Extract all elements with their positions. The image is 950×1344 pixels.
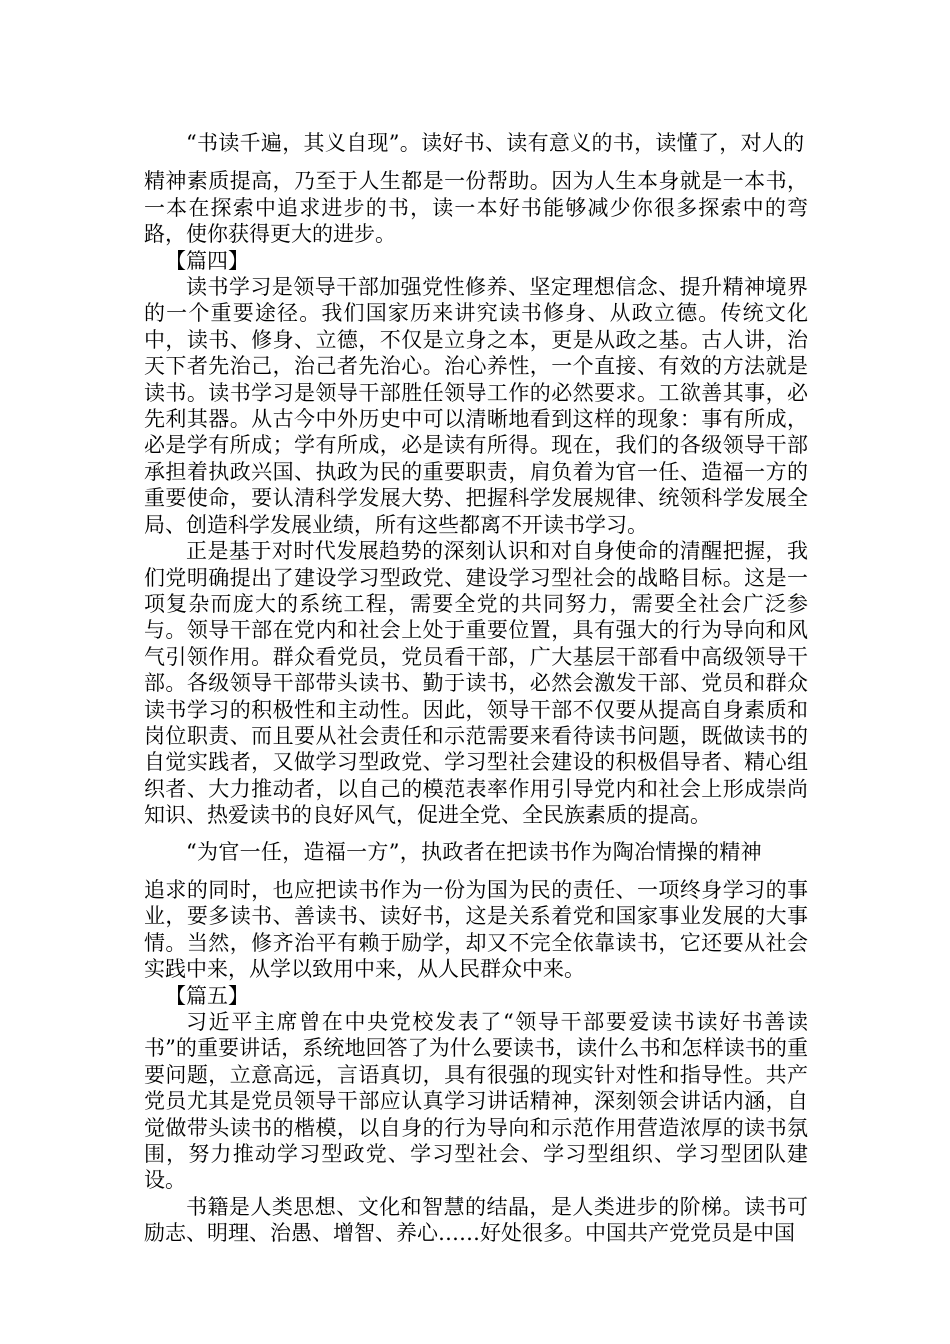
section-heading-5: 【篇五】 bbox=[165, 983, 249, 1008]
paragraph-1-continuation: 精神素质提高，乃至于人生都是一份帮助。因为人生本身就是一本书，一本在探索中追求进步的书，读一本好书能够减少你很多探索中的弯路，使你获得更大的进步。 bbox=[144, 169, 808, 247]
document-body bbox=[144, 130, 808, 1247]
section-heading-4: 【篇四】 bbox=[165, 248, 249, 273]
paragraph-6: 书籍是人类思想、文化和智慧的结晶，是人类进步的阶梯。读书可励志、明理、治愚、增智、养心……好处很多。中国共产党党员是中国 bbox=[144, 1194, 808, 1246]
paragraph-3: 正是基于对时代发展趋势的深刻认识和对自身使命的清醒把握，我们党明确提出了建设学习型政党、建设学习型社会的战略目标。这是一项复杂而庞大的系统工程，需要全党的共同努力，需要全社会广泛参与。领导干部在党内和社会上处于重要位置，具有强大的行为导向和风气引领作用。群众看党员，党员看干部，广大基层干部看中高级领导干部。各级领导干部带头读书、勤于读书，必然会激发干部、党员和群众读书学习的积极性和主动性。因此，领导干部不仅要从提高自身素质和岗位职责、而且要从社会责任和示范需要来看待读书问题，既做读书的自觉实践者，又做学习型政党、学习型社会建设的积极倡导者、精心组织者、大力推动者，以自己的模范表率作用引导党内和社会上形成崇尚知识、热爱读书的良好风气，促进全党、全民族素质的提高。 bbox=[144, 539, 808, 828]
paragraph-2: 读书学习是领导干部加强党性修养、坚定理想信念、提升精神境界的一个重要途径。我们国家历来讲究读书修身、从政立德。传统文化中，读书、修身、立德，不仅是立身之本，更是从政之基。古人讲，治天下者先治己，治己者先治心。治心养性，一个直接、有效的方法就是读书。读书学习是领导干部胜任领导工作的必然要求。工欲善其事，必先利其器。从古今中外历史中可以清晰地看到这样的现象：事有所成，必是学有所成；学有所成，必是读有所得。现在，我们的各级领导干部承担着执政兴国、执政为民的重要职责，肩负着为官一任、造福一方的重要使命，要认清科学发展大势、把握科学发展规律、统领科学发展全局、创造科学发展业绩，所有这些都离不开读书学习。 bbox=[144, 275, 808, 537]
paragraph-1-first-line: “书读千遍，其义自现”。读好书、读有意义的书，读懂了，对人的 bbox=[186, 131, 805, 155]
paragraph-5: 习近平主席曾在中央党校发表了“领导干部要爱读书读好书善读书”的重要讲话，系统地回答了为什么要读书，读什么书和怎样读书的重要问题，立意高远，言语真切，具有很强的现实针对性和指导性。共产党员尤其是党员领导干部应认真学习讲话精神，深刻领会讲话内涵，自觉做带头读书的楷模，以自身的行为导向和示范作用营造浓厚的读书氛围，努力推动学习型政党、学习型社会、学习型组织、学习型团队建设。 bbox=[144, 1010, 808, 1193]
paragraph-4-first-line: “为官一任，造福一方”，执政者在把读书作为陶冶情操的精神 bbox=[186, 839, 762, 864]
paragraph-4-continuation: 追求的同时，也应把读书作为一份为国为民的责任、一项终身学习的事业，要多读书、善读书、读好书，这是关系着党和国家事业发展的大事情。当然，修齐治平有赖于励学，却又不完全依靠读书，它还要从社会实践中来，从学以致用中来，从人民群众中来。 bbox=[144, 877, 808, 982]
